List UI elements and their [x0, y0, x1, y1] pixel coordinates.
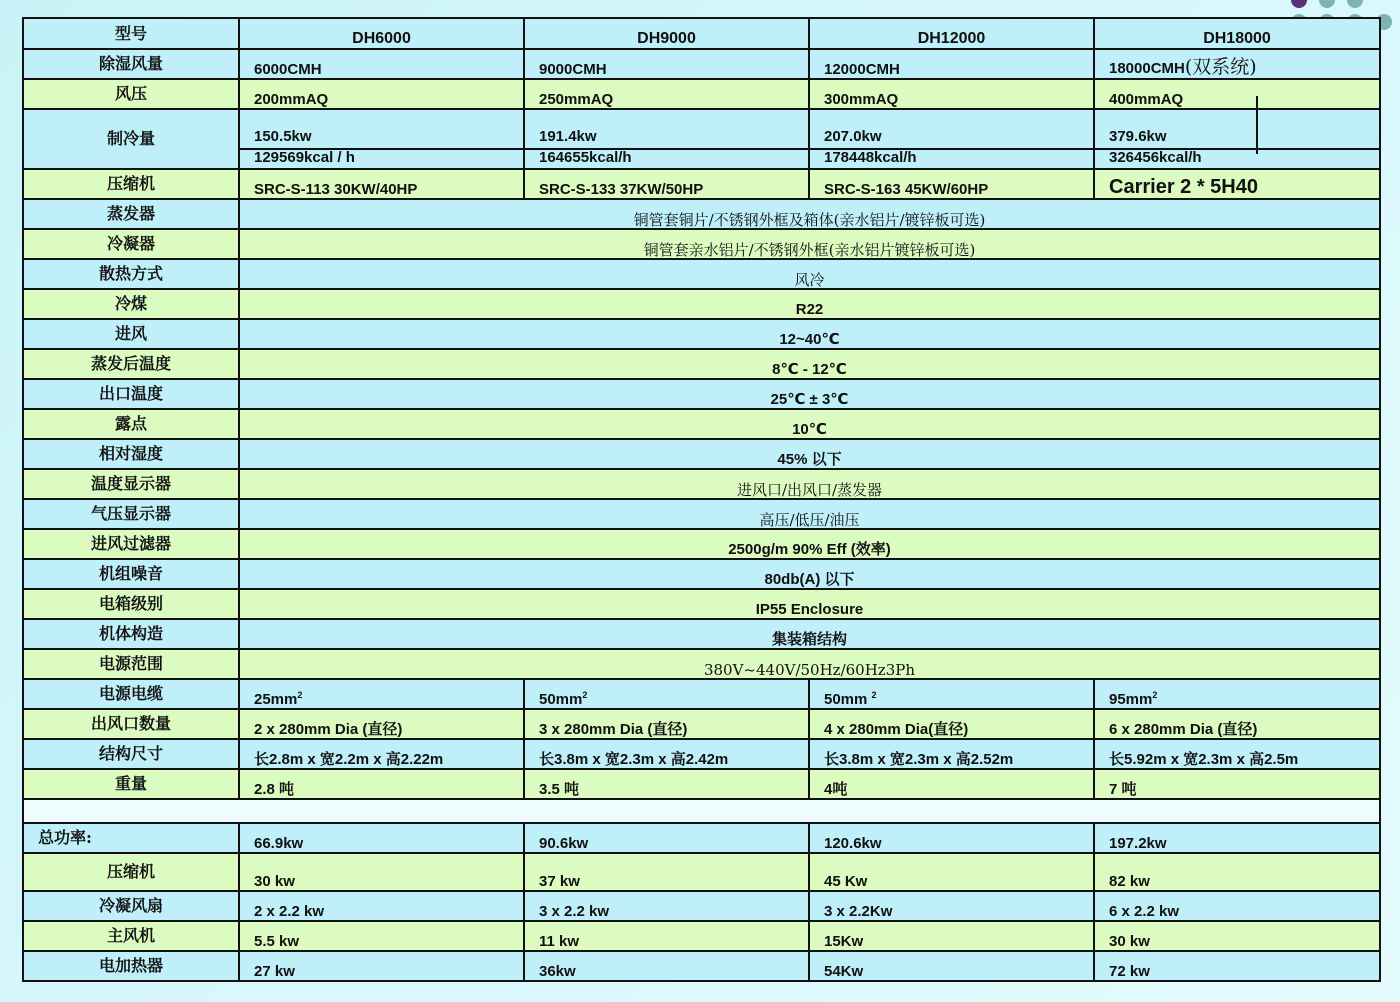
row-cable	[23, 679, 1380, 709]
row-airflow	[23, 49, 1380, 79]
pressure-1: 200mmAQ	[239, 79, 524, 109]
row-dimensions	[23, 739, 1380, 769]
inlet-value: 12~40℃	[239, 319, 1380, 349]
airflow-label: 除湿风量	[23, 49, 239, 79]
heater-label: 电加热器	[23, 951, 239, 981]
evaporator-value: 铜管套铜片/不锈钢外框及箱体(亲水铝片/镀锌板可选)	[239, 199, 1380, 229]
cooling-kcal-4: 326456kcal/h	[1109, 148, 1202, 166]
cooling-label: 制冷量	[23, 109, 239, 169]
pressure-display-label: 气压显示器	[23, 499, 239, 529]
pressure-display-value: 高压/低压/油压	[239, 499, 1380, 529]
pressure-3: 300mmAQ	[809, 79, 1094, 109]
cond-fan-3: 3 x 2.2Kw	[809, 891, 1094, 921]
cable-3-cell	[809, 679, 1094, 709]
dew-point-value: 10℃	[239, 409, 1380, 439]
evaporator-label: 蒸发器	[23, 199, 239, 229]
cable-3-sup: 2	[871, 689, 877, 700]
total-power-label: 总功率:	[23, 823, 239, 853]
cable-1-cell	[239, 679, 524, 709]
cable-3: 50mm	[824, 690, 868, 708]
post-evap-value: 8℃ - 12℃	[239, 349, 1380, 379]
compressor-power-label: 压缩机	[23, 853, 239, 891]
cooling-kcal-3: 178448kcal/h	[824, 148, 917, 166]
compressor-power-3: 45 Kw	[809, 853, 1094, 891]
outlets-4: 6 x 280mm Dia (直径)	[1094, 709, 1380, 739]
row-weight	[23, 769, 1380, 799]
total-power-4: 197.2kw	[1094, 823, 1380, 853]
structure-value: 集装箱结构	[239, 619, 1380, 649]
condenser-value: 铜管套亲水铝片/不锈钢外框(亲水铝片镀锌板可选)	[239, 229, 1380, 259]
power-range-value: 380V~440V/50Hz/60Hz3Ph	[239, 649, 1380, 679]
row-compressor-power	[23, 853, 1380, 891]
dimensions-2: 长3.8m x 宽2.3m x 高2.42m	[524, 739, 809, 769]
row-outlets	[23, 709, 1380, 739]
row-pressure	[23, 79, 1380, 109]
row-power-range	[23, 649, 1380, 679]
row-main-fan	[23, 921, 1380, 951]
cable-2-cell	[524, 679, 809, 709]
pressure-2: 250mmAQ	[524, 79, 809, 109]
compressor-1: SRC-S-113 30KW/40HP	[239, 169, 524, 199]
row-temp-display	[23, 469, 1380, 499]
cooling-kw-1: 150.5kw	[240, 129, 523, 150]
row-compressor	[23, 169, 1380, 199]
cooling-kw-4: 379.6kw	[1095, 129, 1379, 150]
row-noise	[23, 559, 1380, 589]
cond-fan-2: 3 x 2.2 kw	[524, 891, 809, 921]
cooling-kcal-1: 129569kcal / h	[254, 148, 355, 166]
dew-point-label: 露点	[23, 409, 239, 439]
dimensions-4: 长5.92m x 宽2.3m x 高2.5m	[1094, 739, 1380, 769]
noise-label: 机组噪音	[23, 559, 239, 589]
row-heater	[23, 951, 1380, 981]
model-1: DH6000	[239, 18, 524, 49]
cond-fan-1: 2 x 2.2 kw	[239, 891, 524, 921]
main-fan-2: 11 kw	[524, 921, 809, 951]
heater-4: 72 kw	[1094, 951, 1380, 981]
heater-2: 36kw	[524, 951, 809, 981]
cooling-4	[1094, 109, 1380, 169]
cooling-kw-3: 207.0kw	[810, 129, 1093, 150]
refrigerant-value: R22	[239, 289, 1380, 319]
pressure-4: 400mmAQ	[1094, 79, 1380, 109]
temp-display-label: 温度显示器	[23, 469, 239, 499]
spec-table	[22, 17, 1381, 982]
weight-3: 4吨	[809, 769, 1094, 799]
model-2: DH9000	[524, 18, 809, 49]
cond-fan-4: 6 x 2.2 kw	[1094, 891, 1380, 921]
humidity-value: 45% 以下	[239, 439, 1380, 469]
outlet-temp-value: 25℃ ± 3℃	[239, 379, 1380, 409]
compressor-power-2: 37 kw	[524, 853, 809, 891]
compressor-power-1: 30 kw	[239, 853, 524, 891]
main-fan-3: 15Kw	[809, 921, 1094, 951]
cooling-1	[239, 109, 524, 169]
outlet-temp-label: 出口温度	[23, 379, 239, 409]
humidity-label: 相对湿度	[23, 439, 239, 469]
cable-2-sup: 2	[582, 689, 588, 700]
cable-1-sup: 2	[297, 689, 303, 700]
condenser-label: 冷凝器	[23, 229, 239, 259]
dimensions-label: 结构尺寸	[23, 739, 239, 769]
row-post-evap	[23, 349, 1380, 379]
total-power-3: 120.6kw	[809, 823, 1094, 853]
cooling-2	[524, 109, 809, 169]
row-model	[23, 18, 1380, 49]
enclosure-value: IP55 Enclosure	[239, 589, 1380, 619]
refrigerant-label: 冷煤	[23, 289, 239, 319]
row-enclosure	[23, 589, 1380, 619]
cable-4: 95mm	[1109, 690, 1153, 708]
outlets-1: 2 x 280mm Dia (直径)	[239, 709, 524, 739]
row-spacer	[23, 799, 1380, 823]
post-evap-label: 蒸发后温度	[23, 349, 239, 379]
main-fan-1: 5.5 kw	[239, 921, 524, 951]
cable-2: 50mm	[539, 690, 583, 708]
dimensions-1: 长2.8m x 宽2.2m x 高2.22m	[239, 739, 524, 769]
row-refrigerant	[23, 289, 1380, 319]
airflow-2: 9000CMH	[524, 49, 809, 79]
noise-value: 80db(A) 以下	[239, 559, 1380, 589]
inlet-label: 进风	[23, 319, 239, 349]
airflow-note: (双系统)	[1184, 56, 1257, 79]
compressor-2: SRC-S-133 37KW/50HP	[524, 169, 809, 199]
structure-label: 机体构造	[23, 619, 239, 649]
cable-1: 25mm	[254, 690, 298, 708]
cable-label: 电源电缆	[23, 679, 239, 709]
enclosure-label: 电箱级别	[23, 589, 239, 619]
row-structure	[23, 619, 1380, 649]
weight-1: 2.8 吨	[239, 769, 524, 799]
total-power-1: 66.9kw	[239, 823, 524, 853]
model-4: DH18000	[1094, 18, 1380, 49]
power-range-label: 电源范围	[23, 649, 239, 679]
cond-fan-label: 冷凝风扇	[23, 891, 239, 921]
airflow-3: 12000CMH	[809, 49, 1094, 79]
weight-label: 重量	[23, 769, 239, 799]
airflow-4-cell	[1094, 49, 1380, 79]
row-total-power	[23, 823, 1380, 853]
total-power-2: 90.6kw	[524, 823, 809, 853]
row-cooling-method	[23, 259, 1380, 289]
row-pressure-display	[23, 499, 1380, 529]
main-fan-4: 30 kw	[1094, 921, 1380, 951]
compressor-3: SRC-S-163 45KW/60HP	[809, 169, 1094, 199]
row-condenser	[23, 229, 1380, 259]
airflow-1: 6000CMH	[239, 49, 524, 79]
model-label: 型号	[23, 18, 239, 49]
airflow-4: 18000CMH	[1109, 60, 1185, 78]
outlets-2: 3 x 280mm Dia (直径)	[524, 709, 809, 739]
compressor-power-4: 82 kw	[1094, 853, 1380, 891]
row-cooling	[23, 109, 1380, 169]
compressor-4: Carrier 2 * 5H40	[1094, 169, 1380, 199]
row-humidity	[23, 439, 1380, 469]
weight-4: 7 吨	[1094, 769, 1380, 799]
outlets-label: 出风口数量	[23, 709, 239, 739]
heater-1: 27 kw	[239, 951, 524, 981]
cooling-3	[809, 109, 1094, 169]
weight-2: 3.5 吨	[524, 769, 809, 799]
row-outlet-temp	[23, 379, 1380, 409]
cable-4-cell	[1094, 679, 1380, 709]
compressor-label: 压缩机	[23, 169, 239, 199]
cooling-kw-2: 191.4kw	[525, 129, 808, 150]
spacer-cell	[23, 799, 1380, 823]
cable-4-sup: 2	[1152, 689, 1158, 700]
filter-label: 进风过滤器	[23, 529, 239, 559]
model-3: DH12000	[809, 18, 1094, 49]
temp-display-value: 进风口/出风口/蒸发器	[239, 469, 1380, 499]
cooling-method-value: 风冷	[239, 259, 1380, 289]
decorative-vertical-line	[1256, 96, 1258, 154]
dimensions-3: 长3.8m x 宽2.3m x 高2.52m	[809, 739, 1094, 769]
pressure-label: 风压	[23, 79, 239, 109]
row-evaporator	[23, 199, 1380, 229]
main-fan-label: 主风机	[23, 921, 239, 951]
outlets-3: 4 x 280mm Dia(直径)	[809, 709, 1094, 739]
cooling-kcal-2: 164655kcal/h	[539, 148, 632, 166]
row-inlet	[23, 319, 1380, 349]
heater-3: 54Kw	[809, 951, 1094, 981]
row-cond-fan	[23, 891, 1380, 921]
cooling-method-label: 散热方式	[23, 259, 239, 289]
filter-value: 2500g/m 90% Eff (效率)	[239, 529, 1380, 559]
row-dew-point	[23, 409, 1380, 439]
row-filter	[23, 529, 1380, 559]
